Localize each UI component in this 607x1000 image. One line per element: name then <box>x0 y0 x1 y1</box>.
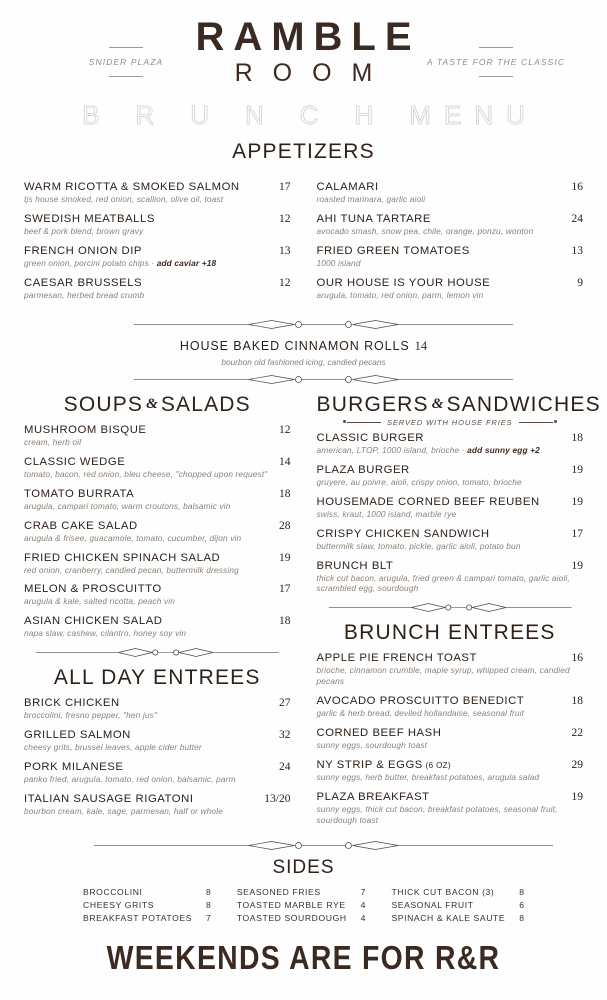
menu-item-row <box>317 727 584 739</box>
menu-item-price: 13 <box>279 244 291 257</box>
menu-item-row <box>317 181 584 193</box>
menu-item-description: sunny eggs, sourdough toast <box>316 740 428 751</box>
menu-item <box>317 759 584 783</box>
side-item-name: SPINACH & KALE SAUTE <box>391 912 506 923</box>
menu-item-row <box>24 456 291 468</box>
menu-item <box>317 695 584 719</box>
menu-item-price: 18 <box>571 695 583 708</box>
side-item <box>237 885 366 898</box>
menu-item-price: 9 <box>577 276 583 289</box>
divider-ornament-bottom <box>24 374 583 385</box>
menu-item <box>317 245 584 269</box>
burgers-sandwiches-title-part2: SANDWICHES <box>446 392 601 416</box>
menu-item-description: tjs house smoked, red onion, scallion, olive oil, toast <box>24 194 224 204</box>
menu-item-addon: add caviar +18 <box>156 257 217 268</box>
menu-item-row <box>24 181 291 193</box>
menu-item-description: garlic & herb bread, deviled hollandaise, seasonal fruit <box>316 708 525 719</box>
sides-title: SIDES <box>272 856 335 878</box>
menu-item-description: green onion, porcini potato chips · add caviar +18 <box>24 257 217 268</box>
side-item-name: SEASONED FRIES <box>236 886 321 897</box>
menu-item-name: CALAMARI <box>316 181 379 193</box>
tagline-right-text: A TASTE FOR THE CLASSIC <box>426 57 566 67</box>
menu-item-price: 13/20 <box>264 793 291 806</box>
side-item-price: 4 <box>360 912 366 923</box>
menu-item-row <box>24 424 291 436</box>
menu-item-name: TOMATO BURRATA <box>24 487 135 500</box>
sides-column <box>391 885 524 925</box>
appetizers-column-right <box>317 174 584 309</box>
menu-item-price: 17 <box>571 527 583 540</box>
menu-item-size: (6 OZ) <box>422 761 452 771</box>
menu-item-name: BRICK CHICKEN <box>24 697 120 710</box>
menu-item-description: napa slaw, cashew, cilantro, honey soy vin <box>24 628 187 639</box>
side-item-name: THICK CUT BACON (3) <box>391 886 495 897</box>
menu-item <box>24 488 291 512</box>
menu-item-description: parmesan, herbed bread crumb <box>24 289 145 300</box>
all-day-entrees-title: ALL DAY ENTREES <box>53 666 261 690</box>
menu-item-addon-separator: · <box>459 444 468 455</box>
right-column <box>316 392 601 834</box>
note-text: SERVED WITH HOUSE FRIES <box>386 417 513 427</box>
menu-item-name: FRENCH ONION DIP <box>24 244 143 257</box>
menu-item-description: gruyere, au poivre, aioli, crispy onion, tomato, brioche <box>316 476 522 487</box>
menu-item-description: beef & pork blend, brown gravy <box>24 225 144 236</box>
menu-item <box>24 761 291 785</box>
menu-item <box>317 652 584 687</box>
left-column <box>24 393 291 825</box>
side-item <box>237 911 366 924</box>
menu-item-name: MUSHROOM BISQUE <box>24 423 147 436</box>
menu-item <box>317 277 584 301</box>
menu-item-name: SWEDISH MEATBALLS <box>24 212 155 225</box>
menu-item-row <box>24 729 291 741</box>
menu-item <box>24 456 291 480</box>
restaurant-logo <box>0 15 607 89</box>
menu-item-description: red onion, cranberry, candied pecan, buttermilk dressing <box>24 564 239 575</box>
menu-item-price: 16 <box>571 181 583 193</box>
ampersand-icon: & <box>146 395 158 412</box>
side-item <box>83 885 211 898</box>
logo-line-ramble: RAMBLE <box>195 15 421 59</box>
sides-column <box>237 885 366 925</box>
menu-item-description: roasted marinara, garlic aioli <box>316 194 426 204</box>
menu-item-addon: add sunny egg +2 <box>467 444 540 455</box>
menu-item-name: MELON & PROSCUITTO <box>24 583 162 596</box>
menu-item-row <box>317 528 584 540</box>
side-item-name: BREAKFAST POTATOES <box>83 912 193 923</box>
soups-salads-title <box>24 393 291 417</box>
menu-item-row <box>24 552 291 564</box>
menu-item-description: tomato, bacon, red onion, bleu cheese, "chopped upon request" <box>24 468 268 479</box>
menu-item-addon-separator: · <box>148 257 157 268</box>
menu-item <box>24 245 291 269</box>
menu-item-price: 17 <box>279 583 291 596</box>
footer-section <box>0 939 607 977</box>
menu-item-row <box>24 277 291 289</box>
menu-item-row <box>317 277 584 289</box>
feature-item-name: HOUSE BAKED CINNAMON ROLLS <box>179 338 410 353</box>
burgers-sandwiches-title-part1: BURGERS <box>316 392 429 416</box>
feature-item-price: 14 <box>414 338 428 353</box>
note-dash-right <box>519 422 553 423</box>
menu-item-name: WARM RICOTTA & SMOKED SALMON <box>24 181 240 193</box>
appetizers-columns <box>0 174 607 309</box>
menu-item-name: PORK MILANESE <box>24 761 124 774</box>
menu-subtitle-word-brunch: BRUNCH <box>82 100 410 130</box>
footer-tagline: WEEKENDS ARE FOR R&R <box>106 938 501 976</box>
soups-salads-title-part1: SOUPS <box>63 392 144 416</box>
menu-item-description: thick cut bacon, arugula, fried green & campari tomato, garlic aioli, scrambled egg, sourdough <box>316 572 570 594</box>
menu-item-description: cheesy grits, brussel leaves, apple cider butter <box>24 742 202 753</box>
menu-item <box>24 277 291 301</box>
menu-item-price: 32 <box>279 729 291 742</box>
menu-item-price: 27 <box>279 697 291 710</box>
menu-item-row <box>317 496 584 508</box>
menu-item-price: 19 <box>571 791 583 804</box>
menu-item-price: 19 <box>571 463 583 476</box>
menu-item <box>24 583 291 607</box>
menu-item-row <box>24 488 291 500</box>
menu-item-name: ITALIAN SAUSAGE RIGATONI <box>24 793 194 806</box>
menu-item-name: ASIAN CHICKEN SALAD <box>24 615 163 628</box>
menu-item-row <box>24 615 291 627</box>
menu-item-row <box>317 759 584 771</box>
menu-item-name: FRIED GREEN TOMATOES <box>316 244 470 257</box>
menu-item-row <box>24 761 291 773</box>
menu-item-row <box>24 697 291 709</box>
menu-item-price: 24 <box>571 212 583 225</box>
menu-item-row <box>317 432 584 444</box>
menu-item-name: BRUNCH BLT <box>316 559 394 572</box>
menu-item <box>317 791 584 826</box>
menu-item-price: 16 <box>571 652 583 665</box>
menu-item-row <box>24 793 291 805</box>
menu-item <box>24 213 291 237</box>
menu-item-name: OUR HOUSE IS YOUR HOUSE <box>316 276 491 289</box>
menu-item <box>24 552 291 576</box>
burgers-served-note <box>317 418 584 427</box>
menu-item-row <box>317 695 584 707</box>
main-columns <box>0 393 607 834</box>
menu-subtitle <box>0 100 607 131</box>
cinnamon-rolls-feature <box>0 319 607 385</box>
menu-item-description: arugula, campari tomato, warm croutons, balsamic vin <box>24 500 231 511</box>
menu-item-name: CRISPY CHICKEN SANDWICH <box>316 527 490 540</box>
menu-item-price: 18 <box>279 487 291 500</box>
menu-item-name: AVOCADO PROSCUITTO BENEDICT <box>316 695 525 708</box>
menu-item-price: 19 <box>279 551 291 564</box>
divider-ornament-top <box>24 319 583 330</box>
menu-item-price: 12 <box>279 423 291 436</box>
menu-item-row <box>317 560 584 572</box>
menu-item-description: broccolini, fresno pepper, "hen jus" <box>24 710 158 721</box>
menu-item-description: sunny eggs, herb butter, breakfast potatoes, arugula salad <box>316 772 540 783</box>
menu-item-price: 13 <box>571 244 583 257</box>
side-item-price: 6 <box>519 899 524 910</box>
menu-item-row <box>317 652 584 664</box>
menu-item-description: 1000 island <box>316 257 361 268</box>
side-item-price: 8 <box>206 886 211 897</box>
menu-item-description: sunny eggs, thick cut bacon, breakfast potatoes, seasonal fruit, sourdough toast <box>316 804 558 825</box>
side-item-price: 8 <box>206 899 211 910</box>
menu-item-description: avocado smash, snow pea, chile, orange, ponzu, wonton <box>316 225 534 236</box>
menu-item <box>317 181 584 205</box>
menu-item <box>24 520 291 544</box>
sides-grid <box>24 885 583 925</box>
divider-ornament-right <box>317 602 584 613</box>
menu-item-price: 29 <box>571 759 583 772</box>
menu-item <box>317 496 584 520</box>
menu-item-price: 22 <box>571 727 583 740</box>
tagline-left-text: SNIDER PLAZA <box>88 57 164 67</box>
menu-item-name: AHI TUNA TARTARE <box>316 212 431 225</box>
menu-item-price: 18 <box>279 615 291 628</box>
menu-item-price: 14 <box>279 455 291 468</box>
side-item-price: 7 <box>360 886 366 897</box>
burgers-sandwiches-title <box>316 392 601 417</box>
menu-item-row <box>24 520 291 532</box>
menu-item-description: buttermilk slaw, tomato, pickle, garlic aioli, potato bun <box>316 540 521 551</box>
menu-item-row <box>317 245 584 257</box>
menu-item-name: CRAB CAKE SALAD <box>24 519 138 532</box>
side-item <box>83 911 211 924</box>
side-item <box>391 911 524 924</box>
menu-item-price: 18 <box>571 431 583 444</box>
menu-item-description: cream, herb oil <box>24 436 82 447</box>
menu-item-name: GRILLED SALMON <box>24 729 131 742</box>
soups-salads-title-part2: SALADS <box>160 392 251 416</box>
side-item <box>83 898 211 911</box>
menu-subtitle-word-menu: MENU <box>409 100 538 130</box>
side-item-name: BROCCOLINI <box>83 886 143 897</box>
side-item-price: 8 <box>519 886 524 897</box>
divider-ornament-sides <box>24 840 583 851</box>
menu-item-description: swiss, kraut, 1000 island, marble rye <box>316 508 457 519</box>
menu-item-name: CORNED BEEF HASH <box>316 727 442 740</box>
side-item-price: 4 <box>360 899 366 910</box>
ampersand-icon-2: & <box>431 395 444 412</box>
menu-item <box>24 424 291 448</box>
menu-item-price: 19 <box>571 495 583 508</box>
menu-item-price: 17 <box>279 181 291 193</box>
menu-item-name: PLAZA BREAKFAST <box>316 791 430 804</box>
sides-column <box>83 885 211 925</box>
sides-section <box>0 840 607 925</box>
menu-item-price: 19 <box>571 559 583 572</box>
menu-item <box>317 560 584 595</box>
menu-header <box>0 0 607 140</box>
logo-line-room: ROOM <box>234 59 393 88</box>
divider-ornament-left <box>24 647 291 658</box>
side-item-price: 8 <box>519 912 524 923</box>
side-item-name: TOASTED SOURDOUGH <box>236 912 347 923</box>
brunch-entrees-title: BRUNCH ENTREES <box>343 621 556 645</box>
side-item-name: TOASTED MARBLE RYE <box>236 899 346 910</box>
menu-item-price: 12 <box>279 276 291 289</box>
appetizers-column-left <box>24 174 291 309</box>
appetizers-title: APPETIZERS <box>232 140 375 163</box>
menu-item-price: 12 <box>279 212 291 225</box>
menu-item-row <box>317 791 584 803</box>
menu-item-row <box>317 464 584 476</box>
side-item-price: 7 <box>206 912 211 923</box>
menu-item-description: american, LTOP, 1000 island, brioche · add sunny egg +2 <box>316 444 540 455</box>
menu-item <box>24 181 291 205</box>
menu-item-row <box>317 213 584 225</box>
menu-item <box>317 464 584 488</box>
menu-item-name: CLASSIC WEDGE <box>24 455 126 468</box>
menu-item-name: NY STRIP & EGGS (6 OZ) <box>316 759 452 772</box>
side-item-name: SEASONAL FRUIT <box>391 899 474 910</box>
side-item-name: CHEESY GRITS <box>83 899 155 910</box>
side-item <box>391 885 524 898</box>
menu-item-description: arugula & kale, salted ricotta, peach vin <box>24 596 175 607</box>
menu-item <box>24 615 291 639</box>
menu-item-price: 24 <box>279 761 291 774</box>
menu-item-name: CLASSIC BURGER <box>316 431 425 444</box>
menu-item-name: CAESAR BRUSSELS <box>24 276 143 289</box>
menu-item <box>317 727 584 751</box>
menu-item-description: arugula & frisee, guacamole, tomato, cucumber, dijon vin <box>24 532 242 543</box>
menu-item-row <box>24 245 291 257</box>
menu-item-name: PLAZA BURGER <box>316 463 410 476</box>
menu-item-price: 28 <box>279 519 291 532</box>
menu-item-description: bourbon cream, kale, sage, parmesan, half or whole <box>24 806 223 817</box>
menu-item-description: panko fried, arugula, tomato, red onion, balsamic, parm <box>24 774 236 785</box>
menu-item <box>317 213 584 237</box>
feature-item-description: bourbon old fashioned icing, candied pecans <box>221 356 386 367</box>
menu-item <box>24 793 291 817</box>
note-dash-left <box>347 422 381 423</box>
side-item <box>237 898 366 911</box>
menu-item <box>24 729 291 753</box>
menu-item-description: arugula, tomato, red onion, parm, lemon vin <box>316 289 484 300</box>
menu-item <box>317 528 584 552</box>
appetizers-section <box>0 140 607 164</box>
menu-item-name: APPLE PIE FRENCH TOAST <box>316 652 477 665</box>
menu-item-row <box>24 213 291 225</box>
menu-item-name: FRIED CHICKEN SPINACH SALAD <box>24 551 221 564</box>
menu-item-row <box>24 583 291 595</box>
menu-item <box>317 432 584 456</box>
menu-item <box>24 697 291 721</box>
menu-item-name: HOUSEMADE CORNED BEEF REUBEN <box>316 495 540 508</box>
side-item <box>391 898 524 911</box>
menu-item-description: brioche, cinnamon crumble, maple syrup, whipped cream, candied pecans <box>316 665 570 687</box>
